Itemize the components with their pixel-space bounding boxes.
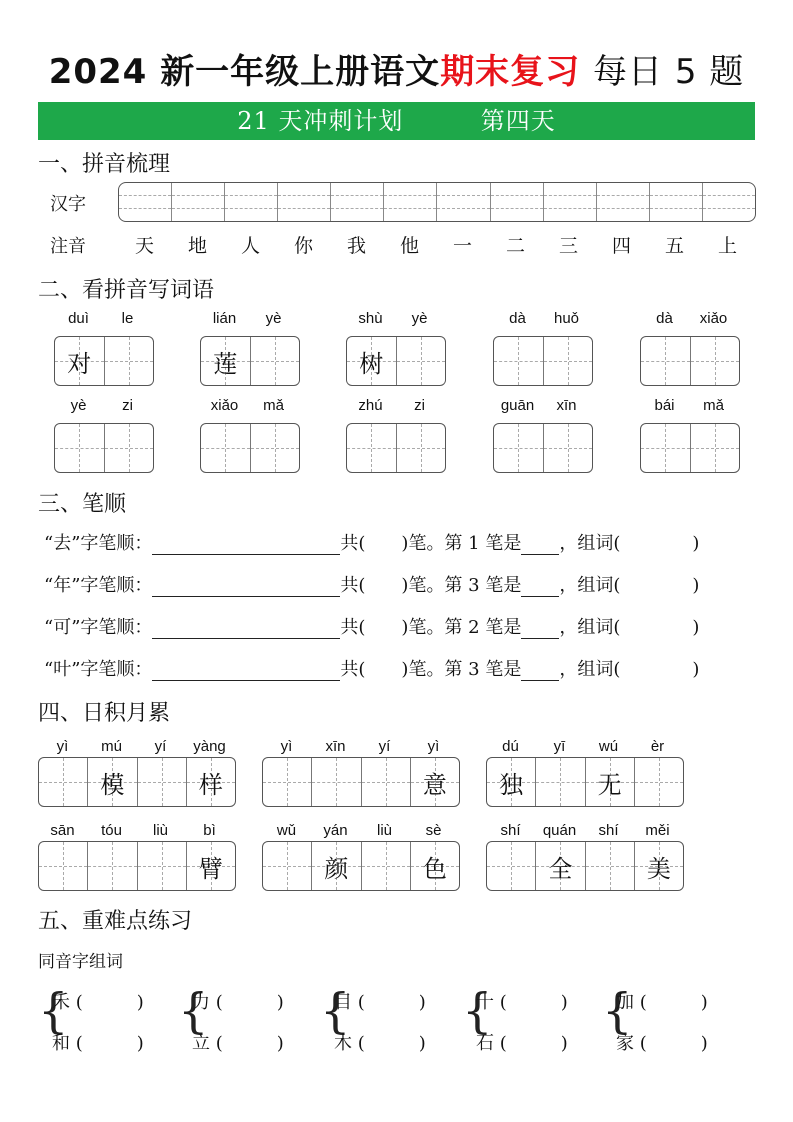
char-cell[interactable] xyxy=(536,758,585,806)
section-stroke-order-heading: 三、笔顺 xyxy=(38,492,127,517)
brace-icon: { xyxy=(320,983,351,1039)
char-cell[interactable] xyxy=(55,337,105,385)
title-highlight: 期末复习 xyxy=(440,52,581,92)
pinyin-label xyxy=(346,310,444,327)
pinyin-syllable: liù xyxy=(152,822,168,839)
pinyin-syllable: huǒ xyxy=(553,310,580,327)
given-char: 独 xyxy=(499,770,524,799)
char-cell[interactable] xyxy=(586,842,635,890)
given-char: 颜 xyxy=(324,854,349,883)
char-cell[interactable] xyxy=(105,337,154,385)
nth-stroke-answer-line[interactable] xyxy=(521,578,559,597)
pinyin-label xyxy=(493,397,591,414)
char-cell[interactable] xyxy=(487,842,536,890)
homophone-item[interactable]: 力 ( ) xyxy=(192,992,284,1013)
word-box[interactable] xyxy=(640,423,740,473)
pinyin-syllable: yè xyxy=(70,397,87,414)
pinyin-syllable: dà xyxy=(509,310,526,327)
pinyin-label xyxy=(262,822,458,839)
pinyin-syllable: zhú xyxy=(358,397,383,414)
char-cell[interactable] xyxy=(544,337,593,385)
pinyin-syllable: zi xyxy=(414,397,425,414)
pinyin-label xyxy=(54,397,152,414)
char-cell[interactable] xyxy=(88,758,137,806)
zhuyin-char: 天 xyxy=(134,235,154,257)
given-char xyxy=(201,424,250,472)
given-char: 臂 xyxy=(198,854,223,883)
pinyin-syllable: yè xyxy=(265,310,282,327)
section-accumulation-heading: 四、日积月累 xyxy=(38,701,171,726)
stroke-order-row xyxy=(44,613,756,639)
stroke-answer-line[interactable] xyxy=(152,620,340,639)
given-char xyxy=(251,337,300,385)
homophone-item[interactable]: 禾 ( ) xyxy=(52,992,144,1013)
nth-stroke-prompt: 第 3 笔是 xyxy=(444,659,522,680)
char-cell[interactable] xyxy=(544,424,593,472)
homophone-item[interactable]: 和 ( ) xyxy=(52,1033,144,1054)
homophone-item[interactable]: 目 ( ) xyxy=(334,992,426,1013)
given-char: 模 xyxy=(100,770,125,799)
char-cell[interactable] xyxy=(251,424,300,472)
pinyin-label xyxy=(38,738,234,755)
word-box[interactable] xyxy=(54,423,154,473)
pinyin-label xyxy=(493,310,591,327)
given-char xyxy=(641,424,690,472)
pinyin-syllable: xīn xyxy=(556,397,577,414)
stroke-char-prompt: “去”字笔顺： xyxy=(44,533,153,554)
char-cell[interactable] xyxy=(138,758,187,806)
title-tail: 每日 5 题 xyxy=(593,52,745,92)
char-cell[interactable] xyxy=(411,842,459,890)
char-cell[interactable] xyxy=(88,842,137,890)
zhuyin-char: 人 xyxy=(240,235,260,257)
pinyin-label xyxy=(200,310,298,327)
given-char xyxy=(39,758,87,806)
word-prompt: ，组词( ) xyxy=(559,659,700,680)
zhuyin-char: 一 xyxy=(452,235,472,257)
stroke-count-prompt: 共( )笔。 xyxy=(340,533,445,554)
pinyin-syllable: sān xyxy=(50,822,75,839)
given-char xyxy=(641,337,690,385)
stroke-count-prompt: 共( )笔。 xyxy=(340,617,445,638)
char-cell[interactable] xyxy=(201,424,251,472)
brace-icon: { xyxy=(38,983,69,1039)
char-cell[interactable] xyxy=(397,424,446,472)
pinyin-syllable: bái xyxy=(654,397,675,414)
word-box[interactable] xyxy=(640,336,740,386)
word-box[interactable] xyxy=(200,423,300,473)
stroke-count-prompt: 共( )笔。 xyxy=(340,659,445,680)
given-char xyxy=(347,424,396,472)
homophone-item[interactable]: 木 ( ) xyxy=(334,1033,426,1054)
zhuyin-char: 地 xyxy=(187,235,207,257)
word-box[interactable] xyxy=(493,336,593,386)
idiom-box[interactable] xyxy=(486,841,684,891)
given-char xyxy=(312,758,360,806)
pinyin-label xyxy=(262,738,458,755)
given-char: 莲 xyxy=(213,349,238,378)
given-char: 样 xyxy=(198,770,223,799)
char-cell[interactable] xyxy=(536,842,585,890)
zhuyin-char: 你 xyxy=(293,235,313,257)
idiom-box[interactable] xyxy=(38,841,236,891)
char-cell[interactable] xyxy=(635,842,683,890)
pinyin-syllable: dú xyxy=(502,738,519,755)
given-char xyxy=(487,842,535,890)
char-cell[interactable] xyxy=(138,842,187,890)
word-box[interactable] xyxy=(200,336,300,386)
char-cell[interactable] xyxy=(487,758,536,806)
given-char xyxy=(138,758,186,806)
homophone-subtitle: 同音字组词 xyxy=(38,952,123,972)
char-cell[interactable] xyxy=(187,842,235,890)
pinyin-syllable: shí xyxy=(500,822,521,839)
section-write-words-heading: 二、看拼音写词语 xyxy=(38,278,215,303)
hanzi-label: 汉字 xyxy=(50,194,86,215)
char-cell[interactable] xyxy=(347,424,397,472)
homophone-item[interactable]: 立 ( ) xyxy=(192,1033,284,1054)
pinyin-syllable: guān xyxy=(500,397,535,414)
stroke-char-prompt: “叶”字笔顺： xyxy=(44,659,153,680)
pinyin-syllable: wú xyxy=(598,738,619,755)
pinyin-syllable: le xyxy=(121,310,134,327)
nth-stroke-prompt: 第 1 笔是 xyxy=(444,533,522,554)
pinyin-label xyxy=(54,310,152,327)
given-char xyxy=(635,758,683,806)
pinyin-syllable: shù xyxy=(358,310,383,327)
plan-banner xyxy=(38,102,755,140)
stroke-char-prompt: “年”字笔顺： xyxy=(44,575,153,596)
stroke-order-row xyxy=(44,529,756,555)
pinyin-syllable: yán xyxy=(323,822,348,839)
nth-stroke-answer-line[interactable] xyxy=(521,662,559,681)
pinyin-label xyxy=(640,310,738,327)
char-cell[interactable] xyxy=(691,424,740,472)
pinyin-syllable: dà xyxy=(656,310,673,327)
pinyin-label xyxy=(640,397,738,414)
char-cell[interactable] xyxy=(586,758,635,806)
given-char xyxy=(39,842,87,890)
banner-plan: 21 天冲刺计划 xyxy=(237,107,404,135)
title-year: 2024 xyxy=(48,52,148,92)
pinyin-label xyxy=(38,822,234,839)
given-char xyxy=(397,424,446,472)
pinyin-label xyxy=(200,397,298,414)
idiom-box[interactable] xyxy=(262,841,460,891)
homophone-item[interactable]: 家 ( ) xyxy=(616,1033,708,1054)
zhuyin-char: 三 xyxy=(558,235,578,257)
pinyin-syllable: liù xyxy=(376,822,392,839)
pinyin-syllable: yì xyxy=(427,738,440,755)
stroke-answer-line[interactable] xyxy=(152,662,340,681)
zhuyin-char: 上 xyxy=(717,235,737,257)
given-char: 对 xyxy=(67,349,92,378)
pinyin-syllable: yì xyxy=(280,738,293,755)
pinyin-syllable: quán xyxy=(542,822,577,839)
idiom-box[interactable] xyxy=(486,757,684,807)
brace-icon: { xyxy=(178,983,209,1039)
brace-icon: { xyxy=(602,983,633,1039)
given-char xyxy=(691,424,740,472)
pinyin-syllable: yí xyxy=(154,738,167,755)
given-char xyxy=(397,337,446,385)
pinyin-syllable: zi xyxy=(122,397,133,414)
word-box[interactable] xyxy=(54,336,154,386)
given-char: 无 xyxy=(597,770,622,799)
char-cell[interactable] xyxy=(397,337,446,385)
given-char: 意 xyxy=(422,770,447,799)
given-char xyxy=(536,758,584,806)
section-key-practice-heading: 五、重难点练习 xyxy=(38,909,193,934)
pinyin-syllable: yī xyxy=(553,738,566,755)
pinyin-syllable: měi xyxy=(645,822,670,839)
word-box[interactable] xyxy=(493,423,593,473)
given-char: 全 xyxy=(548,854,573,883)
char-cell[interactable] xyxy=(691,337,740,385)
pinyin-syllable: duì xyxy=(68,310,89,327)
given-char xyxy=(105,337,154,385)
pinyin-syllable: èr xyxy=(650,738,665,755)
zhuyin-char: 他 xyxy=(399,235,419,257)
char-cell[interactable] xyxy=(362,758,411,806)
char-cell[interactable] xyxy=(641,424,691,472)
given-char xyxy=(494,424,543,472)
given-char xyxy=(586,842,634,890)
stroke-answer-line[interactable] xyxy=(152,578,340,597)
zhuyin-char: 二 xyxy=(505,235,525,257)
nth-stroke-prompt: 第 2 笔是 xyxy=(444,617,522,638)
pinyin-syllable: yè xyxy=(411,310,428,327)
zhuyin-char: 我 xyxy=(346,235,366,257)
char-cell[interactable] xyxy=(105,424,154,472)
given-char xyxy=(251,424,300,472)
word-box[interactable] xyxy=(346,336,446,386)
stroke-count-prompt: 共( )笔。 xyxy=(340,575,445,596)
char-cell[interactable] xyxy=(263,842,312,890)
idiom-box[interactable] xyxy=(38,757,236,807)
pinyin-syllable: wǔ xyxy=(276,822,297,839)
given-char xyxy=(544,337,593,385)
pinyin-syllable: xiǎo xyxy=(699,310,728,327)
stroke-char-prompt: “可”字笔顺： xyxy=(44,617,153,638)
given-char xyxy=(55,424,104,472)
pinyin-writing-grid[interactable] xyxy=(118,182,756,222)
given-char: 树 xyxy=(359,349,384,378)
homophone-item[interactable]: 加 ( ) xyxy=(616,992,708,1013)
word-prompt: ，组词( ) xyxy=(559,533,700,554)
char-cell[interactable] xyxy=(312,758,361,806)
title-main: 新一年级上册语文 xyxy=(160,52,441,92)
char-cell[interactable] xyxy=(251,337,300,385)
pinyin-syllable: lián xyxy=(212,310,237,327)
pinyin-label xyxy=(346,397,444,414)
char-cell[interactable] xyxy=(39,842,88,890)
given-char xyxy=(138,842,186,890)
zhuyin-char: 五 xyxy=(664,235,684,257)
char-cell[interactable] xyxy=(55,424,105,472)
idiom-box[interactable] xyxy=(262,757,460,807)
char-cell[interactable] xyxy=(362,842,411,890)
nth-stroke-answer-line[interactable] xyxy=(521,620,559,639)
given-char xyxy=(263,758,311,806)
word-box[interactable] xyxy=(346,423,446,473)
word-prompt: ，组词( ) xyxy=(559,575,700,596)
char-cell[interactable] xyxy=(312,842,361,890)
given-char xyxy=(88,842,136,890)
given-char xyxy=(494,337,543,385)
stroke-order-row xyxy=(44,655,756,681)
stroke-answer-line[interactable] xyxy=(152,536,340,555)
banner-day: 第四天 xyxy=(480,107,556,135)
char-cell[interactable] xyxy=(641,337,691,385)
char-cell[interactable] xyxy=(187,758,235,806)
pinyin-syllable: xiǎo xyxy=(210,397,239,414)
page-title xyxy=(0,44,793,93)
pinyin-syllable: mǎ xyxy=(703,397,724,414)
char-cell[interactable] xyxy=(263,758,312,806)
char-cell[interactable] xyxy=(347,337,397,385)
zhuyin-char: 四 xyxy=(611,235,631,257)
given-char xyxy=(263,842,311,890)
char-cell[interactable] xyxy=(411,758,459,806)
pinyin-syllable: shí xyxy=(598,822,619,839)
pinyin-syllable: yì xyxy=(56,738,69,755)
pinyin-syllable: mú xyxy=(101,738,122,755)
given-char xyxy=(544,424,593,472)
zhuyin-char-row xyxy=(118,231,754,258)
pinyin-syllable: sè xyxy=(425,822,442,839)
given-char: 色 xyxy=(422,854,447,883)
brace-icon: { xyxy=(462,983,493,1039)
given-char xyxy=(362,758,410,806)
pinyin-label xyxy=(486,822,682,839)
homophone-item[interactable]: 十 ( ) xyxy=(476,992,568,1013)
char-cell[interactable] xyxy=(201,337,251,385)
char-cell[interactable] xyxy=(494,424,544,472)
nth-stroke-prompt: 第 3 笔是 xyxy=(444,575,522,596)
word-prompt: ，组词( ) xyxy=(559,617,700,638)
pinyin-syllable: mǎ xyxy=(263,397,284,414)
char-cell[interactable] xyxy=(39,758,88,806)
given-char xyxy=(105,424,154,472)
zhuyin-label: 注音 xyxy=(50,236,86,257)
stroke-order-row xyxy=(44,571,756,597)
nth-stroke-answer-line[interactable] xyxy=(521,536,559,555)
char-cell[interactable] xyxy=(635,758,683,806)
given-char: 美 xyxy=(646,854,671,883)
homophone-item[interactable]: 石 ( ) xyxy=(476,1033,568,1054)
pinyin-syllable: bì xyxy=(203,822,216,839)
pinyin-syllable: tóu xyxy=(101,822,122,839)
char-cell[interactable] xyxy=(494,337,544,385)
pinyin-syllable: yí xyxy=(378,738,391,755)
given-char xyxy=(691,337,740,385)
given-char xyxy=(362,842,410,890)
pinyin-syllable: yàng xyxy=(193,738,226,755)
section-pinyin-heading: 一、拼音梳理 xyxy=(38,152,171,177)
pinyin-syllable: xīn xyxy=(325,738,346,755)
pinyin-label xyxy=(486,738,682,755)
